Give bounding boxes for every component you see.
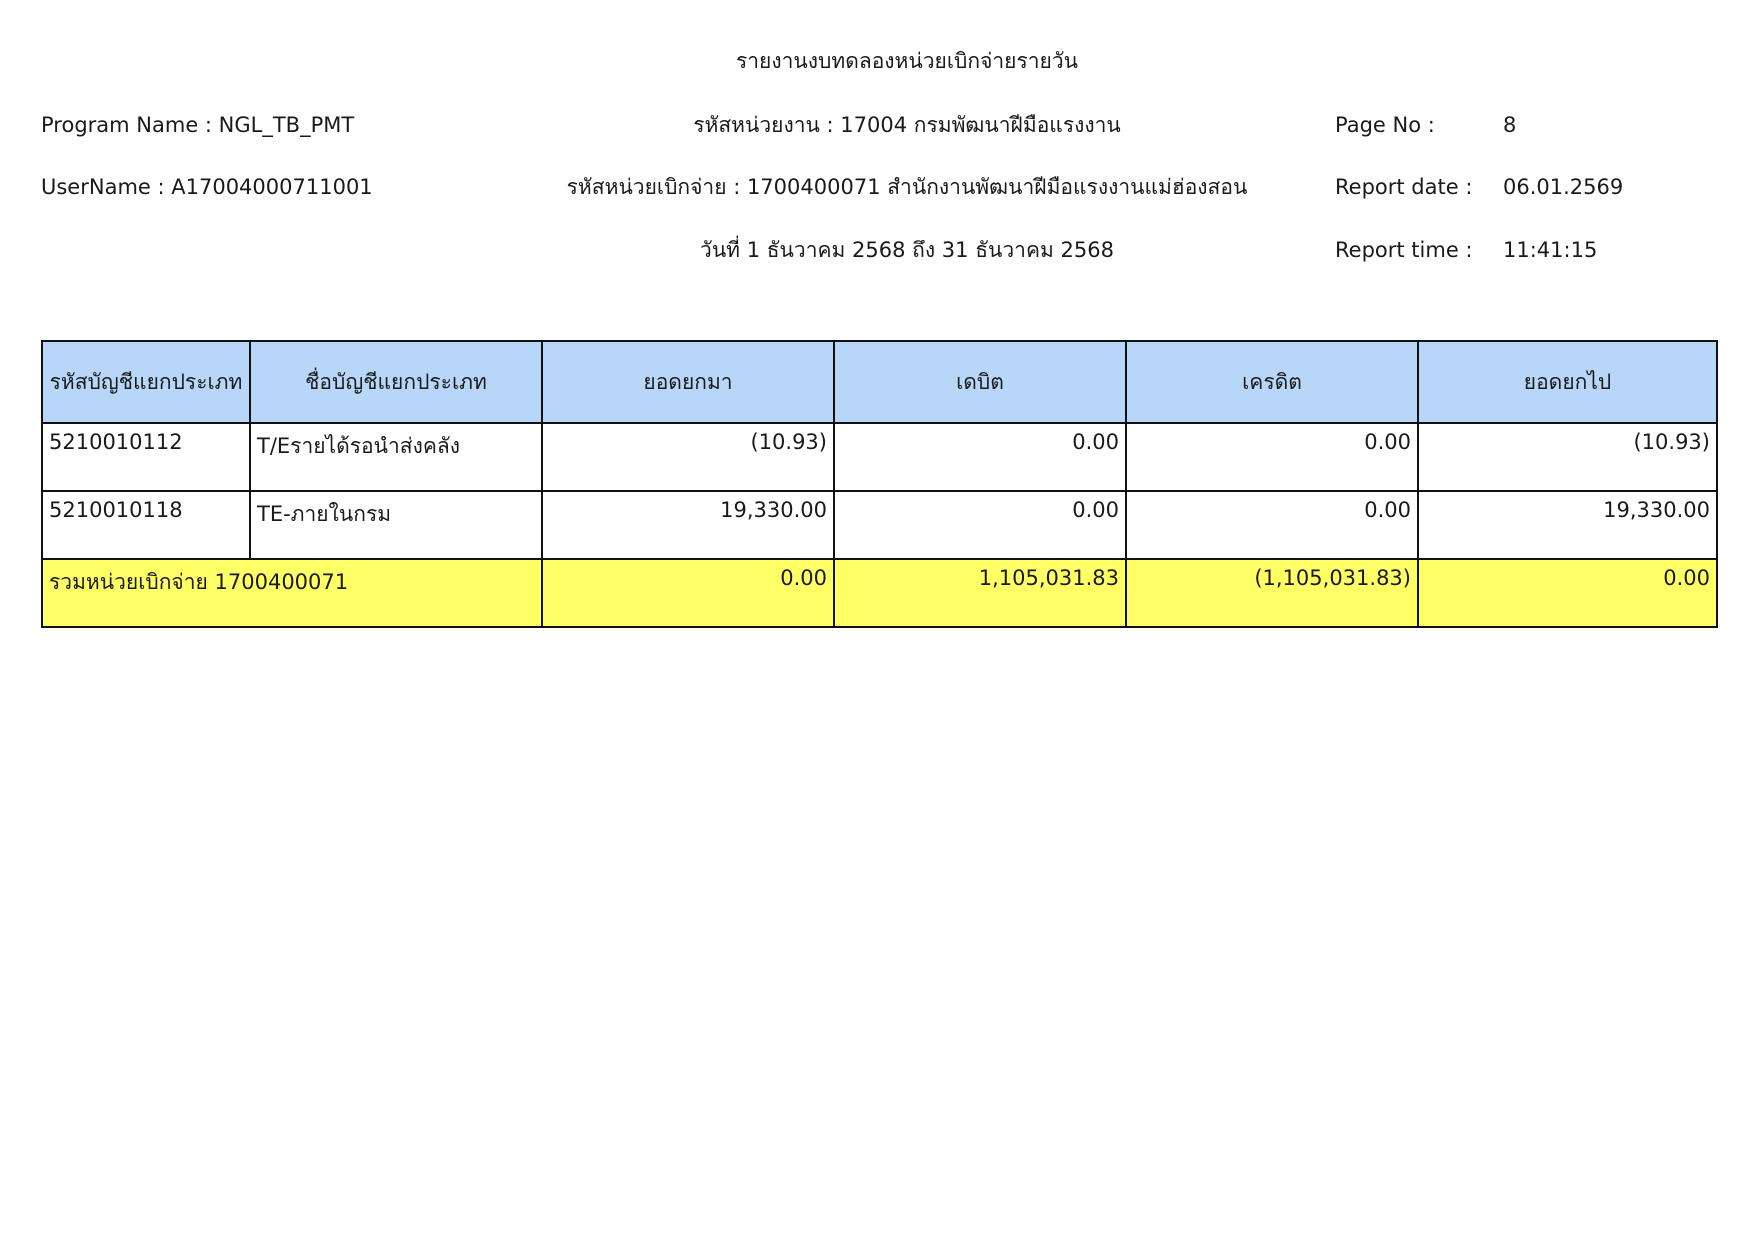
total-label: รวมหน่วยเบิกจ่าย 1700400071 bbox=[42, 559, 542, 627]
report-title: รายงานงบทดลองหน่วยเบิกจ่ายรายวัน bbox=[735, 49, 1079, 73]
page-no-value: 8 bbox=[1503, 113, 1517, 137]
cell-account-name: TE-ภายในกรม bbox=[250, 491, 542, 559]
report-period: วันที่ 1 ธันวาคม 2568 ถึง 31 ธันวาคม 2568 bbox=[700, 238, 1114, 262]
user-name: UserName : A17004000711001 bbox=[41, 175, 373, 199]
col-header-credit: เครดิต bbox=[1126, 341, 1418, 423]
table-header-row bbox=[42, 341, 1717, 423]
total-debit: 1,105,031.83 bbox=[834, 559, 1126, 627]
agency-code: รหัสหน่วยงาน : 17004 กรมพัฒนาฝีมือแรงงาน bbox=[693, 113, 1121, 137]
report-time-label: Report time : bbox=[1335, 238, 1473, 262]
total-closing-balance: 0.00 bbox=[1418, 559, 1717, 627]
cell-closing-balance: (10.93) bbox=[1418, 423, 1717, 491]
cell-account-code: 5210010112 bbox=[42, 423, 250, 491]
total-row bbox=[42, 559, 1717, 627]
cell-opening-balance: (10.93) bbox=[542, 423, 834, 491]
cell-credit: 0.00 bbox=[1126, 423, 1418, 491]
total-credit: (1,105,031.83) bbox=[1126, 559, 1418, 627]
col-header-debit: เดบิต bbox=[834, 341, 1126, 423]
report-date-label: Report date : bbox=[1335, 175, 1473, 199]
cell-debit: 0.00 bbox=[834, 423, 1126, 491]
report-date-value: 06.01.2569 bbox=[1503, 175, 1624, 199]
cell-account-code: 5210010118 bbox=[42, 491, 250, 559]
trial-balance-table bbox=[41, 340, 1718, 628]
cell-debit: 0.00 bbox=[834, 491, 1126, 559]
col-header-opening-balance: ยอดยกมา bbox=[542, 341, 834, 423]
table-row bbox=[42, 491, 1717, 559]
disbursing-unit: รหัสหน่วยเบิกจ่าย : 1700400071 สำนักงานพัฒนาฝีมือแรงงานแม่ฮ่องสอน bbox=[566, 175, 1248, 199]
col-header-account-name: ชื่อบัญชีแยกประเภท bbox=[250, 341, 542, 423]
program-name: Program Name : NGL_TB_PMT bbox=[41, 113, 355, 137]
cell-credit: 0.00 bbox=[1126, 491, 1418, 559]
col-header-closing-balance: ยอดยกไป bbox=[1418, 341, 1717, 423]
page-no-label: Page No : bbox=[1335, 113, 1435, 137]
cell-opening-balance: 19,330.00 bbox=[542, 491, 834, 559]
report-time-value: 11:41:15 bbox=[1503, 238, 1598, 262]
col-header-account-code: รหัสบัญชีแยกประเภท bbox=[42, 341, 250, 423]
table-row bbox=[42, 423, 1717, 491]
cell-account-name: T/Eรายได้รอนำส่งคลัง bbox=[250, 423, 542, 491]
total-opening-balance: 0.00 bbox=[542, 559, 834, 627]
cell-closing-balance: 19,330.00 bbox=[1418, 491, 1717, 559]
